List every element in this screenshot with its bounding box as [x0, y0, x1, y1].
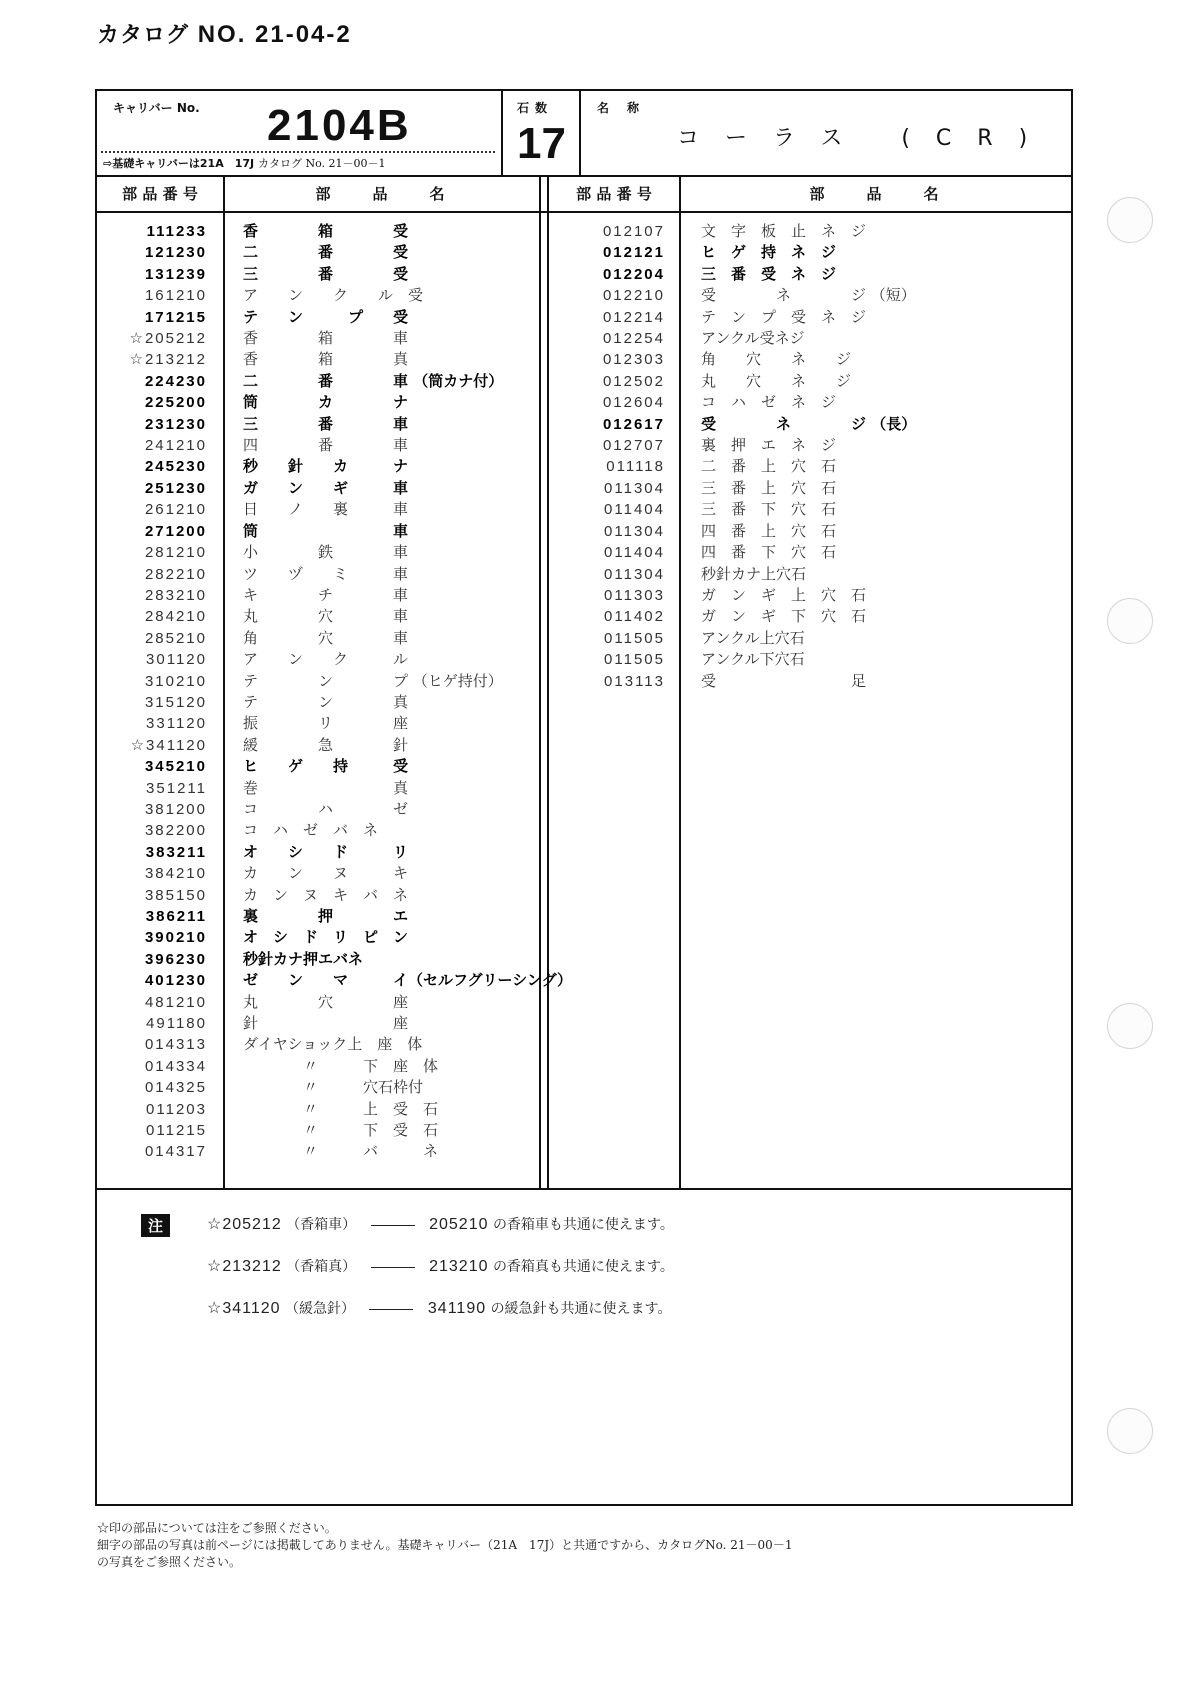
catalog-number: NO. 21-04-2	[197, 21, 352, 48]
jewel-count-label: 石数	[517, 101, 554, 115]
part-name: 受 ネ ジ （長）	[701, 414, 917, 433]
part-number: 383211	[145, 843, 207, 861]
part-number: 251230	[144, 479, 207, 497]
part-name: 二 番 上 穴 石	[701, 457, 837, 476]
part-number: 331120	[146, 715, 207, 733]
part-name: ア ン ク ル 受	[243, 286, 424, 305]
part-number: 011118	[606, 458, 665, 476]
part-name: 巻 真	[243, 778, 409, 797]
note-item	[207, 1214, 674, 1234]
part-number: 285210	[144, 629, 207, 647]
note-to-part: 205210	[429, 1216, 489, 1233]
footnote-line-2: 細字の部品の写真は前ページには掲載してありません。基礎キャリバー（21A 17J）と共通ですから、カタログNo. 21－00－1	[97, 1538, 793, 1552]
catalog-title	[97, 18, 352, 49]
part-name: 丸 穴 座	[243, 992, 409, 1011]
part-name: テ ン プ 受	[243, 307, 409, 326]
part-name: 秒針カナ押エバネ	[243, 949, 364, 968]
part-number: 011404	[604, 501, 665, 519]
note-item	[207, 1298, 671, 1318]
star-icon: ☆	[130, 736, 147, 754]
part-number: 011404	[604, 544, 665, 562]
part-number: 011203	[146, 1100, 207, 1118]
note-to-part: 341190	[427, 1300, 487, 1317]
part-name: 受 足	[701, 671, 867, 690]
part-number: 121230	[144, 244, 207, 262]
part-name: 裏 押 エ ネ ジ	[701, 436, 837, 455]
part-name: 受 ネ ジ （短）	[701, 286, 916, 305]
footnote	[97, 1520, 792, 1571]
part-name: 香 箱 真	[243, 350, 409, 369]
part-name: ガ ン ギ 下 穴 石	[701, 607, 867, 626]
jewel-count-value: 17	[517, 119, 566, 168]
part-name: コ ハ ゼ ネ ジ	[701, 393, 837, 412]
model-name-label: 名称	[597, 101, 658, 115]
dash-line	[371, 1267, 415, 1268]
caliber-box	[97, 91, 503, 175]
note-from-name: （香箱車）	[286, 1217, 357, 1233]
part-name: 角 穴 車	[243, 628, 409, 647]
part-name: 緩 急 針	[243, 735, 409, 754]
part-number: 396230	[144, 950, 207, 968]
part-number: 011304	[604, 565, 665, 583]
part-number: 282210	[144, 565, 207, 583]
part-name: ガ ン ギ 上 穴 石	[701, 585, 867, 604]
part-number: 014325	[144, 1079, 207, 1097]
part-name: カ ン ヌ キ バ ネ	[243, 885, 409, 904]
part-name: テ ン 真	[243, 692, 409, 711]
part-number: 385150	[144, 886, 207, 904]
note-from-part: ☆341120	[207, 1300, 281, 1317]
part-number: 401230	[144, 972, 207, 990]
base-caliber-reference	[103, 155, 386, 171]
part-number: 012604	[602, 394, 665, 412]
note-from-part: ☆213212	[207, 1258, 282, 1275]
divider-left-no	[223, 177, 225, 1188]
part-number: 271200	[144, 522, 207, 540]
part-number: 011402	[604, 608, 665, 626]
part-number: 012707	[602, 437, 665, 455]
part-number: 011304	[604, 522, 665, 540]
part-number: 301120	[146, 651, 207, 669]
binder-hole	[1107, 598, 1153, 644]
right-col-header-part-no: 部 品 番 号	[549, 177, 679, 213]
part-number: 014313	[144, 1036, 207, 1054]
part-name: 筒 カ ナ	[243, 393, 409, 412]
part-number: 384210	[144, 865, 207, 883]
part-number: 012204	[602, 265, 665, 283]
part-number: 011505	[604, 651, 665, 669]
part-number: 012107	[602, 223, 665, 240]
caliber-header	[97, 91, 1071, 177]
part-number: 012617	[602, 415, 665, 433]
part-number: 011505	[604, 629, 665, 647]
part-name: 日 ノ 裏 車	[243, 500, 409, 519]
left-part-number-column	[97, 221, 207, 1163]
part-name: 文 字 板 止 ネ ジ	[701, 222, 867, 240]
part-number: ☆213212	[129, 351, 207, 369]
part-name: カ ン ヌ キ	[243, 864, 409, 883]
part-name: 香 箱 車	[243, 329, 409, 348]
dotted-divider	[101, 151, 495, 153]
part-name: 裏 押 エ	[243, 907, 409, 925]
part-name: 三 番 車	[243, 414, 409, 433]
part-name: コ ハ ゼ	[243, 799, 409, 818]
note-text: の緩急針も共通に使えます。	[490, 1301, 672, 1317]
base-catalog-ref: カタログ No. 21－00－1	[257, 157, 386, 170]
part-name: 四 番 下 穴 石	[701, 543, 837, 562]
part-name: オ シ ド リ ピ ン	[243, 928, 409, 947]
part-number: 011303	[604, 586, 665, 604]
part-number: 261210	[144, 501, 207, 519]
part-number: 284210	[144, 608, 207, 626]
part-number: 012214	[602, 308, 665, 326]
part-number: 012254	[602, 330, 665, 348]
part-name: アンクル上穴石	[701, 628, 805, 647]
part-number: 161210	[144, 287, 207, 305]
binder-hole	[1107, 197, 1153, 243]
part-number: 345210	[144, 758, 207, 776]
part-number: 011304	[604, 479, 665, 497]
part-name: ガ ン ギ 車	[243, 478, 409, 497]
right-part-number-column	[549, 221, 665, 692]
part-name: キ チ 車	[243, 585, 409, 604]
part-name: 三 番 下 穴 石	[701, 500, 837, 519]
right-col-header-part-name: 部 品 名	[681, 177, 1071, 213]
left-col-header-part-no: 部 品 番 号	[97, 177, 223, 213]
part-number: 014334	[144, 1057, 207, 1075]
note-badge: 注	[141, 1214, 170, 1237]
note-text: の香箱車も共通に使えます。	[492, 1217, 674, 1233]
part-number: 012210	[602, 287, 665, 305]
part-number: 225200	[144, 394, 207, 412]
binder-hole	[1107, 1003, 1153, 1049]
part-number: 491180	[146, 1015, 207, 1033]
part-number: 315120	[144, 693, 207, 711]
part-name: 丸 穴 ネ ジ	[701, 371, 852, 390]
part-name: 三 番 受	[243, 264, 409, 283]
part-number: 171215	[144, 308, 207, 326]
catalog-prefix: カタログ	[97, 23, 190, 48]
part-number: 011215	[146, 1122, 207, 1140]
part-number: 241210	[144, 437, 207, 455]
footnote-line-1: ☆印の部品については注をご参照ください。	[97, 1521, 337, 1535]
part-number: ☆205212	[129, 330, 207, 348]
part-name: 〃 バ ネ	[243, 1142, 439, 1161]
part-name: アンクル受ネジ	[701, 329, 805, 348]
part-number: 351211	[146, 779, 207, 797]
part-number: 111233	[146, 223, 207, 240]
note-text: の香箱真も共通に使えます。	[492, 1259, 674, 1275]
jewel-count-box	[503, 91, 581, 175]
right-part-name-column	[701, 221, 916, 692]
part-number: 012502	[602, 372, 665, 390]
part-name: オ シ ド リ	[243, 842, 409, 861]
part-name: 筒 車	[243, 521, 409, 540]
model-name-value: コーラス (CR)	[677, 126, 1054, 151]
part-name: 角 穴 ネ ジ	[701, 350, 852, 369]
part-name: 二 番 車 （筒カナ付）	[243, 371, 504, 390]
parts-sheet	[95, 89, 1073, 1506]
part-number: 281210	[144, 544, 207, 562]
caliber-label: キャリバー No.	[113, 101, 200, 115]
part-name: ゼ ン マ イ（セルフグリーシング）	[243, 971, 573, 990]
part-name: テ ン プ （ヒゲ持付）	[243, 671, 503, 690]
part-name: ヒ ゲ 持 受	[243, 757, 409, 776]
part-number: 245230	[144, 458, 207, 476]
note-from-part: ☆205212	[207, 1216, 282, 1233]
part-name: ツ ヅ ミ 車	[243, 564, 409, 583]
part-number: 131239	[144, 265, 207, 283]
left-part-name-column	[243, 221, 572, 1163]
part-number: 481210	[144, 993, 207, 1011]
part-number: 310210	[144, 672, 207, 690]
base-caliber-text: ⇨基礎キャリバーは21A 17J	[103, 157, 255, 170]
dash-line	[369, 1309, 413, 1310]
star-icon: ☆	[129, 330, 145, 348]
part-name: 二 番 受	[243, 243, 409, 262]
part-number: 012121	[602, 244, 665, 262]
part-name: ヒ ゲ 持 ネ ジ	[701, 243, 837, 262]
part-name: テ ン プ 受 ネ ジ	[701, 307, 867, 326]
divider-right-no	[679, 177, 681, 1188]
part-name: 香 箱 受	[243, 222, 409, 240]
part-number: 012303	[602, 351, 665, 369]
notes-section	[97, 1188, 1071, 1317]
binder-hole	[1107, 1408, 1153, 1454]
part-name: ア ン ク ル	[243, 650, 409, 669]
left-col-header-part-name: 部 品 名	[225, 177, 539, 213]
part-number: 381200	[144, 800, 207, 818]
caliber-number: 2104B	[267, 101, 412, 150]
part-name: 三 番 上 穴 石	[701, 478, 837, 497]
part-number: 382200	[144, 822, 207, 840]
part-name: 秒針カナ上穴石	[701, 564, 807, 583]
part-name: 針 座	[243, 1014, 409, 1033]
note-from-name: （緩急針）	[285, 1301, 355, 1317]
part-number: 390210	[144, 929, 207, 947]
part-name: 振 リ 座	[243, 714, 409, 733]
part-name: ダイヤショック上 座 体	[243, 1035, 423, 1054]
part-name: 四 番 車	[243, 436, 409, 455]
part-number: 231230	[144, 415, 207, 433]
star-icon: ☆	[129, 351, 145, 369]
part-number: 224230	[144, 372, 207, 390]
part-number: 014317	[144, 1143, 207, 1161]
part-name: 小 鉄 車	[243, 543, 409, 562]
dash-line	[371, 1225, 415, 1226]
part-number: 283210	[144, 586, 207, 604]
note-from-name: （香箱真）	[286, 1259, 357, 1275]
part-name: アンクル下穴石	[701, 650, 805, 669]
part-name: コ ハ ゼ バ ネ	[243, 821, 379, 840]
part-name: 四 番 上 穴 石	[701, 521, 837, 540]
part-name: 丸 穴 車	[243, 607, 409, 626]
part-name: 〃 下 座 体	[243, 1056, 439, 1075]
footnote-line-3: の写真をご参照ください。	[97, 1555, 242, 1569]
part-number: ☆341120	[130, 736, 207, 754]
part-number: 386211	[145, 908, 207, 925]
note-to-part: 213210	[429, 1258, 489, 1275]
part-name: 〃 下 受 石	[243, 1121, 439, 1140]
part-name: 三 番 受 ネ ジ	[701, 264, 837, 283]
part-name: 秒 針 カ ナ	[243, 457, 409, 476]
note-item	[207, 1256, 674, 1276]
part-name: 〃 穴石枠付	[243, 1078, 424, 1097]
part-name: 〃 上 受 石	[243, 1099, 439, 1118]
part-number: 013113	[604, 672, 665, 690]
